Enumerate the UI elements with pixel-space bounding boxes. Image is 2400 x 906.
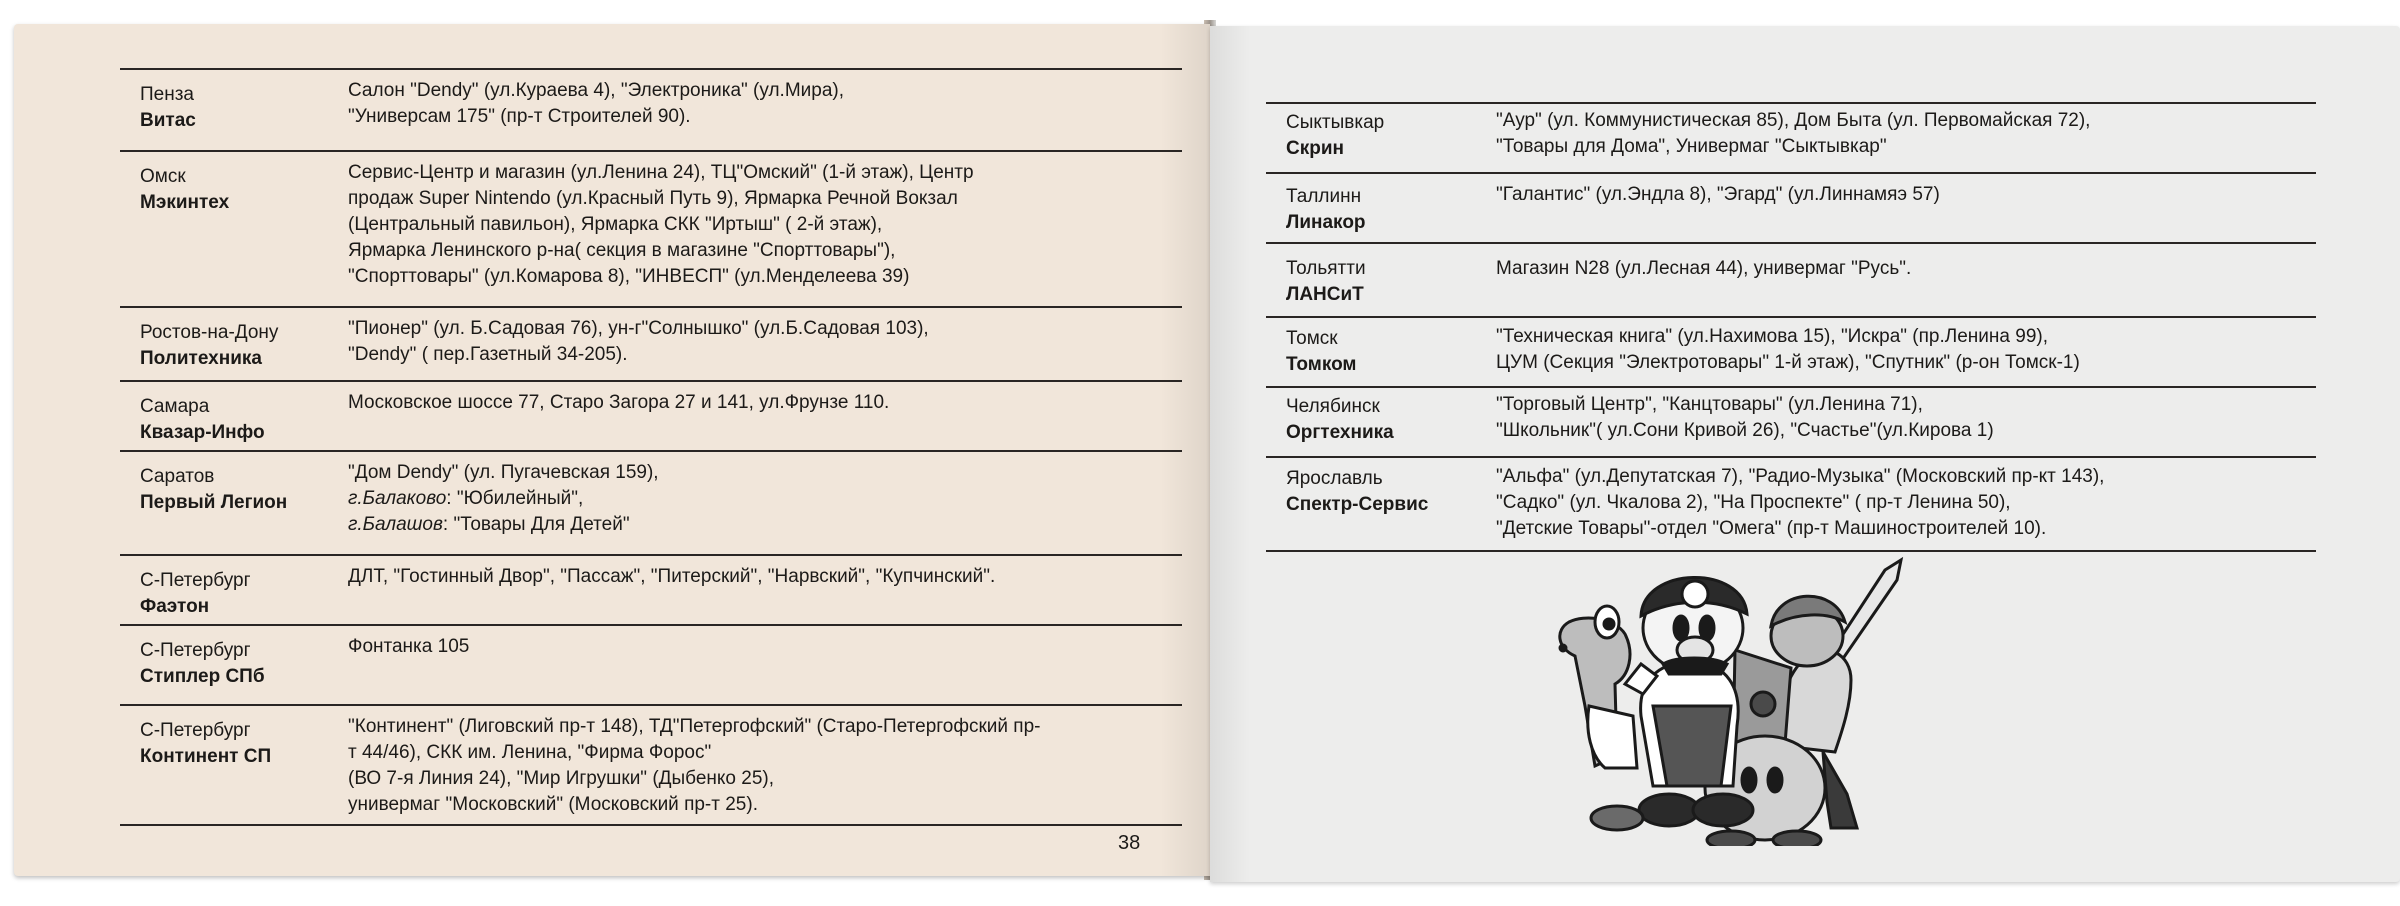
store-line: Салон "Dendy" (ул.Кураева 4), "Электроника" (ул.Мира),: [348, 80, 845, 101]
city-name: Томск: [1286, 328, 1338, 349]
town-name: г.Балашов: [348, 514, 443, 535]
dealer-table-right: [1266, 102, 2316, 552]
city-name: Самара: [140, 396, 210, 417]
store-line: "Детские Товары"-отдел "Омега" (пр-т Машиностроителей 10).: [1496, 518, 2047, 539]
table-row: [120, 68, 1182, 150]
city-name: Сыктывкар: [1286, 112, 1385, 133]
store-line: т 44/46), СКК им. Ленина, "Фирма Форос": [348, 742, 712, 763]
store-line: "Аур" (ул. Коммунистическая 85), Дом Быта (ул. Первомайская 72),: [1496, 110, 2091, 131]
store-line: "Садко" (ул. Чкалова 2), "На Проспекте" ( пр-т Ленина 50),: [1496, 492, 2011, 513]
store-name: : "Юбилейный",: [446, 488, 584, 509]
store-line: "Континент" (Лиговский пр-т 148), ТД"Петергофский" (Старо-Петергофский пр-: [348, 716, 1041, 737]
left-page: [14, 24, 1210, 876]
table-row: [1266, 456, 2316, 552]
store-line: "Товары для Дома", Универмаг "Сыктывкар": [1496, 136, 1887, 157]
store-list: [348, 634, 1168, 660]
store-list: [348, 714, 1168, 818]
store-line: универмаг "Московский" (Московский пр-т 25).: [348, 794, 758, 815]
city-name: С-Петербург: [140, 570, 251, 591]
store-line: (ВО 7-я Линия 24), "Мир Игрушки" (Дыбенко 25),: [348, 768, 775, 789]
city-name: Челябинск: [1286, 396, 1380, 417]
store-line: Магазин N28 (ул.Лесная 44), универмаг "Русь".: [1496, 258, 1912, 279]
table-row: [120, 380, 1182, 450]
store-line: "Спорттовары" (ул.Комарова 8), "ИНВЕСП" (ул.Менделеева 39): [348, 266, 910, 287]
store-list: [348, 390, 1168, 416]
store-list: [348, 316, 1168, 368]
store-line: "Техническая книга" (ул.Нахимова 15), "Искра" (пр.Ленина 99),: [1496, 326, 2048, 347]
table-row: [1266, 172, 2316, 242]
table-row: [120, 450, 1182, 554]
table-row: [120, 704, 1182, 826]
dealer-name: Мэкинтех: [140, 192, 230, 213]
store-list: [1496, 464, 2316, 542]
city-name: Таллинн: [1286, 186, 1362, 207]
dealer-name: Томком: [1286, 354, 1357, 375]
store-list: [348, 564, 1168, 590]
city-name: Ростов-на-Дону: [140, 322, 279, 343]
table-row: [120, 624, 1182, 704]
store-line: [348, 486, 1168, 512]
table-row: [1266, 316, 2316, 386]
dealer-name: Фаэтон: [140, 596, 210, 617]
store-line: Ярмарка Ленинского р-на( секция в магазине "Спорттовары"),: [348, 240, 896, 261]
store-list: [1496, 182, 2316, 208]
store-list: [348, 160, 1168, 290]
store-line: "Торговый Центр", "Канцтовары" (ул.Ленина 71),: [1496, 394, 1923, 415]
store-line: Фонтанка 105: [348, 636, 470, 657]
dealer-name: Скрин: [1286, 138, 1344, 159]
store-line: (Центральный павильон), Ярмарка СКК "Иртыш" ( 2-й этаж),: [348, 214, 883, 235]
dealer-name: Линакор: [1286, 212, 1366, 233]
city-name: Тольятти: [1286, 258, 1366, 279]
store-name: : "Товары Для Детей": [442, 514, 630, 535]
dealer-name: Витас: [140, 110, 196, 131]
dealer-name: Континент СП: [140, 746, 272, 767]
city-name: С-Петербург: [140, 640, 251, 661]
city-name: С-Петербург: [140, 720, 251, 741]
dealer-name: Квазар-Инфо: [140, 422, 265, 443]
store-line: "Галантис" (ул.Эндла 8), "Эгард" (ул.Линнамяэ 57): [1496, 184, 1940, 205]
dealer-name: Первый Легион: [140, 492, 288, 513]
store-line: Московское шоссе 77, Старо Загора 27 и 141, ул.Фрунзе 110.: [348, 392, 890, 413]
city-name: Саратов: [140, 466, 215, 487]
table-row: [120, 306, 1182, 380]
store-list: [1496, 392, 2316, 444]
dealer-name: Политехника: [140, 348, 262, 369]
store-line: "Школьник"( ул.Сони Кривой 26), "Счастье"(ул.Кирова 1): [1496, 420, 1994, 441]
city-name: Омск: [140, 166, 186, 187]
store-line: ЦУМ (Секция "Электротовары" 1-й этаж), "Спутник" (р-он Томск-1): [1496, 352, 2080, 373]
store-list: [1496, 256, 2316, 282]
dealer-name: Спектр-Сервис: [1286, 494, 1429, 515]
store-line: продаж Super Nintendo (ул.Красный Путь 9), Ярмарка Речной Вокзал: [348, 188, 958, 209]
city-name: Пенза: [140, 84, 194, 105]
dealer-table-left: [120, 68, 1182, 826]
dealer-name: Оргтехника: [1286, 422, 1394, 443]
store-line: "Универсам 175" (пр-т Строителей 90).: [348, 106, 691, 127]
store-line: [348, 512, 1168, 538]
city-name: Ярославль: [1286, 468, 1383, 489]
table-row: [120, 554, 1182, 624]
store-line: ДЛТ, "Гостинный Двор", "Пассаж", "Питерский", "Нарвский", "Купчинский".: [348, 566, 996, 587]
nintendo-characters-illustration: [1545, 556, 1945, 846]
store-line: "Пионер" (ул. Б.Садовая 76), ун-г"Солнышко" (ул.Б.Садовая 103),: [348, 318, 929, 339]
store-list: [348, 78, 1168, 130]
store-list: [1496, 108, 2316, 160]
store-line: "Альфа" (ул.Депутатская 7), "Радио-Музыка" (Московский пр-кт 143),: [1496, 466, 2105, 487]
dealer-name: ЛАНСиТ: [1286, 284, 1364, 305]
page-number: 38: [1118, 832, 1141, 854]
store-line: Сервис-Центр и магазин (ул.Ленина 24), ТЦ"Омский" (1-й этаж), Центр: [348, 162, 974, 183]
town-name: г.Балаково: [348, 488, 447, 509]
dealer-name: Стиплер СПб: [140, 666, 265, 687]
table-row: [1266, 242, 2316, 316]
table-row: [120, 150, 1182, 306]
table-row: [1266, 386, 2316, 456]
store-line: "Dendy" ( пер.Газетный 34-205).: [348, 344, 628, 365]
store-line: "Дом Dendy" (ул. Пугачевская 159),: [348, 462, 659, 483]
store-list: [1496, 324, 2316, 376]
table-row: [1266, 102, 2316, 172]
store-list: [348, 460, 1168, 538]
